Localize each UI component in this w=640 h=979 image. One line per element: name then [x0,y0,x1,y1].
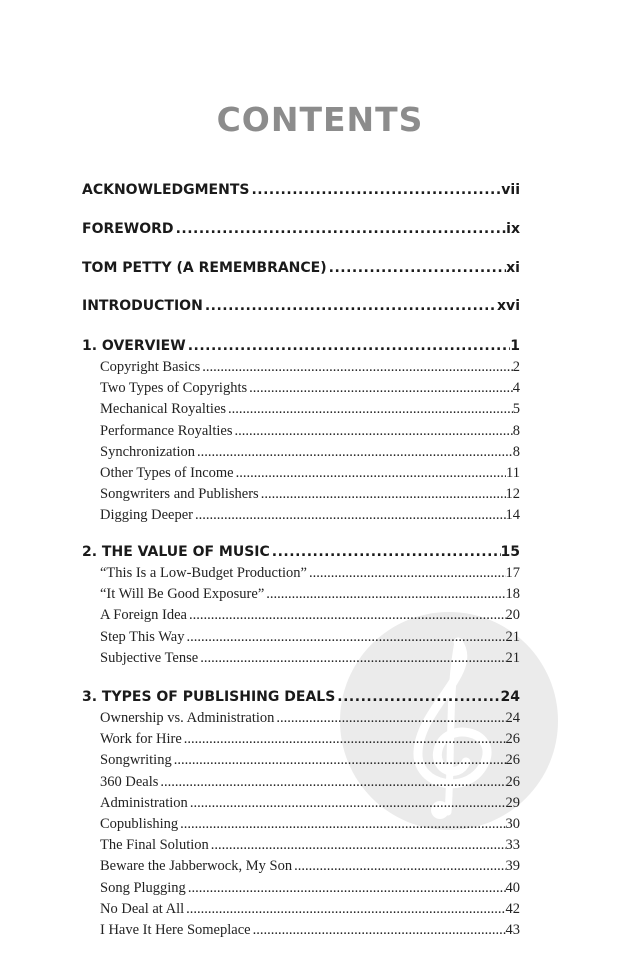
section-item [82,421,520,442]
dot-leader [247,378,513,399]
chapter-heading [82,686,520,708]
section-page-number: 30 [505,815,520,832]
section-page-number: 14 [505,507,520,524]
section-label: Digging Deeper [100,507,194,524]
section-item [82,729,520,750]
dot-leader [209,835,506,856]
section-label: Other Types of Income [100,464,234,481]
section-page-number: 42 [505,900,520,917]
section-item [82,920,520,941]
section-item [82,463,520,484]
section-label: Administration [100,794,188,811]
section-page-number: 4 [512,380,520,397]
section-page-number: 26 [505,752,520,769]
section-item [82,627,520,648]
dot-leader [251,920,506,941]
toc-entry-label: TOM PETTY (A REMEMBRANCE) [82,260,327,276]
section-item [82,814,520,835]
dot-leader [195,442,513,463]
section-item [82,399,520,420]
dot-leader [226,399,513,420]
chapter-heading [82,541,520,563]
chapter-block [82,335,520,527]
front-matter-item [82,295,520,317]
toc-entry-label: FOREWORD [82,221,174,237]
dot-leader [198,648,505,669]
section-page-number: 40 [505,879,520,896]
section-page-number: 20 [505,607,520,624]
dot-leader [264,584,505,605]
section-label: Ownership vs. Administration [100,710,275,726]
section-label: Song Plugging [100,879,186,896]
section-label: Work for Hire [100,731,182,748]
dot-leader [335,686,500,708]
section-label: “This Is a Low-Budget Production” [100,565,307,581]
dot-leader [182,729,506,750]
section-page-number: 43 [505,921,520,938]
section-item [82,378,520,399]
front-matter-item [82,257,520,279]
toc-page-number: 15 [500,544,520,560]
section-item [82,584,520,605]
dot-leader [307,563,506,584]
section-label: Performance Royalties [100,422,233,439]
section-label: Beware the Jabberwock, My Son [100,858,293,875]
section-page-number: 8 [512,443,520,460]
section-page-number: 24 [505,710,520,726]
section-label: 360 Deals [100,773,159,790]
section-label: Mechanical Royalties [100,401,227,418]
section-label: The Final Solution [100,837,209,854]
section-page-number: 26 [505,773,520,790]
dot-leader [232,421,512,442]
section-label: Copublishing [100,815,179,832]
section-item [82,505,520,526]
section-label: A Foreign Idea [100,607,187,624]
section-label: Copyright Basics [100,359,201,375]
section-item [82,878,520,899]
dot-leader [188,793,506,814]
section-item [82,357,520,378]
section-page-number: 17 [505,565,520,581]
dot-leader [203,295,497,317]
section-page-number: 12 [505,486,520,503]
toc-page-number: ix [506,221,520,237]
section-item [82,484,520,505]
toc-entry-label: 3. TYPES OF PUBLISHING DEALS [82,689,336,705]
section-label: “It Will Be Good Exposure” [100,586,265,603]
section-page-number: 2 [512,359,520,375]
dot-leader [274,708,505,729]
toc-entry-label: INTRODUCTION [82,298,203,314]
dot-leader [184,899,505,920]
section-item [82,835,520,856]
dot-leader [234,463,506,484]
section-page-number: 33 [505,837,520,854]
toc-page-number: xi [506,260,520,276]
toc-page-number: vii [501,182,520,198]
toc-entry-label: 2. THE VALUE OF MUSIC [82,544,270,560]
section-label: No Deal at All [100,900,185,917]
section-label: Step This Way [100,628,185,645]
section-item [82,899,520,920]
chapter-heading [82,335,520,357]
toc-entry-label: 1. OVERVIEW [82,338,186,354]
dot-leader [270,541,501,563]
chapter-block [82,541,520,669]
section-label: Synchronization [100,443,196,460]
section-item [82,750,520,771]
section-page-number: 18 [505,586,520,603]
dot-leader [200,357,512,378]
dot-leader [172,750,506,771]
dot-leader [186,878,506,899]
section-page-number: 11 [506,464,520,481]
section-label: Subjective Tense [100,649,199,666]
front-matter-item [82,179,520,201]
section-page-number: 39 [505,858,520,875]
section-item [82,708,520,729]
chapter-block [82,686,520,941]
dot-leader [187,605,506,626]
page-title: CONTENTS [216,100,424,139]
section-page-number: 26 [505,731,520,748]
section-page-number: 29 [505,794,520,811]
front-matter-item [82,218,520,240]
section-label: Songwriters and Publishers [100,486,259,503]
dot-leader [185,627,506,648]
section-label: Songwriting [100,752,172,769]
dot-leader [158,772,505,793]
section-item [82,648,520,669]
section-page-number: 21 [505,649,520,666]
section-item [82,605,520,626]
section-item [82,793,520,814]
dot-leader [178,814,505,835]
dot-leader [193,505,505,526]
section-page-number: 5 [512,401,520,418]
dot-leader [327,257,507,279]
dot-leader [259,484,506,505]
section-item [82,563,520,584]
section-label: I Have It Here Someplace [100,921,251,938]
section-item [82,442,520,463]
section-page-number: 8 [512,422,520,439]
toc-page-number: xvi [497,298,520,314]
section-item [82,856,520,877]
dot-leader [249,179,501,201]
section-page-number: 21 [505,628,520,645]
dot-leader [186,335,511,357]
section-label: Two Types of Copyrights [100,380,248,397]
dot-leader [174,218,507,240]
toc-entry-label: ACKNOWLEDGMENTS [82,182,250,198]
toc-page-number: 1 [510,338,520,354]
dot-leader [292,856,505,877]
toc-page-number: 24 [500,689,520,705]
section-item [82,772,520,793]
